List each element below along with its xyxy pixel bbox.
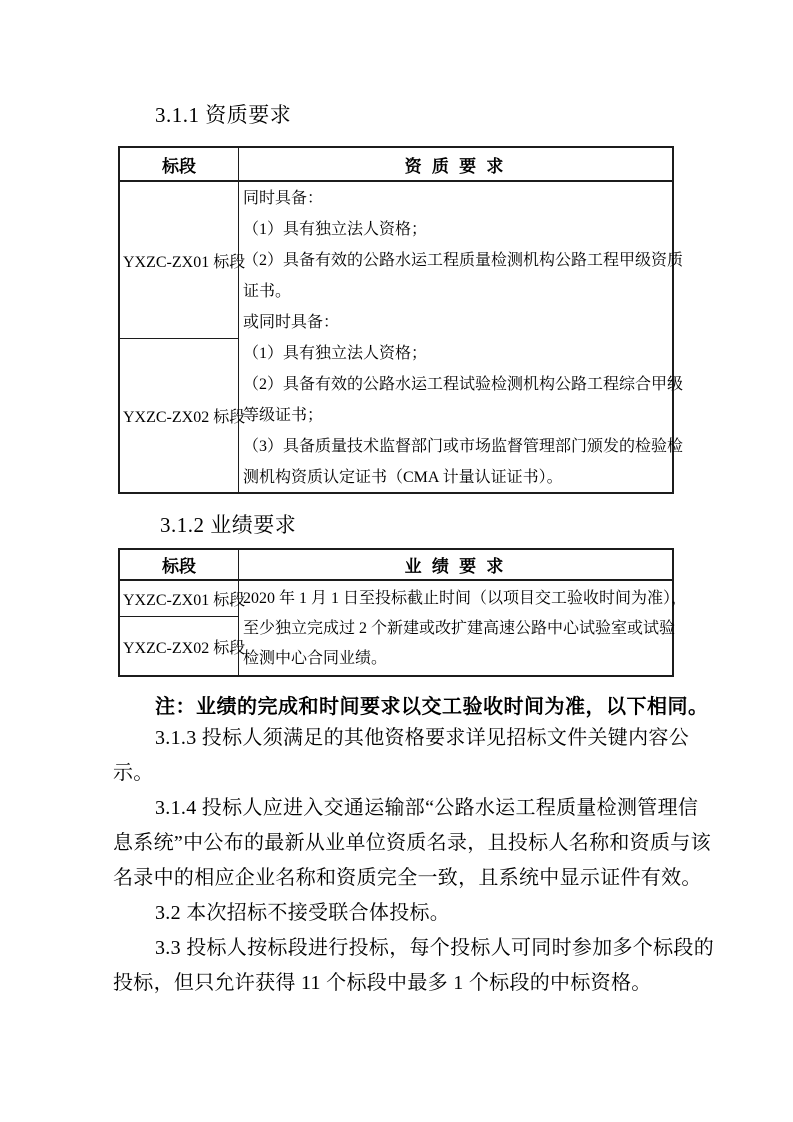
- section-label-zx01: YXZC-ZX01 标段: [120, 182, 238, 339]
- section-label-zx02: YXZC-ZX02 标段: [123, 639, 246, 657]
- requirement-line: 等级证书；: [243, 407, 324, 424]
- paragraph-3-3-line: 3.3 投标人按标段进行投标，每个投标人可同时参加多个标段的: [155, 937, 714, 959]
- requirement-line: （3）具备质量技术监督部门或市场监督管理部门颁发的检验检: [243, 438, 684, 455]
- paragraph-3-1-4-line: 名录中的相应企业名称和资质完全一致，且系统中显示证件有效。: [113, 867, 702, 889]
- requirement-line: （1）具有独立法人资格；: [243, 221, 428, 238]
- performance-note: 注：业绩的完成和时间要求以交工验收时间为准，以下相同。: [155, 696, 709, 718]
- section-label-zx02: YXZC-ZX02 标段: [123, 409, 246, 426]
- qualification-table: [118, 146, 684, 494]
- paragraph-3-1-4-line: 息系统”中公布的最新从业单位资质名录，且投标人名称和资质与该: [113, 832, 711, 854]
- qualification-requirements-cell: [239, 182, 685, 492]
- performance-table-header-requirement: 业 绩 要 求: [404, 557, 507, 576]
- performance-table: [118, 548, 688, 677]
- requirement-line: 检测中心合同业绩。: [243, 650, 388, 667]
- qualification-table-section-column: [120, 182, 246, 492]
- requirement-line: 同时具备：: [243, 190, 324, 207]
- performance-requirements-cell: [239, 581, 689, 675]
- requirement-line: 至少独立完成过 2 个新建或改扩建高速公路中心试验室或试验: [243, 620, 676, 637]
- requirement-line: （2）具备有效的公路水运工程质量检测机构公路工程甲级资质: [243, 252, 684, 269]
- paragraph-3-3-line: 投标，但只允许获得 11 个标段中最多 1 个标段的中标资格。: [113, 972, 652, 994]
- requirement-line: 测机构资质认定证书（CMA 计量认证证书）。: [243, 469, 563, 486]
- qualification-table-body: [120, 182, 684, 492]
- qualification-table-header-row: [120, 148, 672, 182]
- requirement-line: （1）具有独立法人资格；: [243, 345, 428, 362]
- performance-table-header-row: [120, 550, 672, 581]
- section-label-zx01: YXZC-ZX01 标段: [120, 581, 238, 617]
- body-text: [113, 721, 714, 1001]
- requirement-line: 2020 年 1 月 1 日至投标截止时间（以项目交工验收时间为准），: [243, 590, 688, 607]
- requirement-line: 证书。: [243, 283, 292, 300]
- paragraph-3-1-3-line: 3.1.3 投标人须满足的其他资格要求详见招标文件关键内容公: [155, 727, 689, 749]
- requirement-line: （2）具备有效的公路水运工程试验检测机构公路工程综合甲级: [243, 376, 684, 393]
- qualification-table-header-section: 标段: [120, 148, 239, 180]
- paragraph-3-1-3-line: 示。: [113, 762, 154, 784]
- section-heading-3-1-1: 3.1.1 资质要求: [155, 103, 292, 127]
- performance-table-body: [120, 581, 688, 675]
- qualification-table-header-requirement: 资 质 要 求: [404, 156, 507, 176]
- section-heading-3-1-2: 3.1.2 业绩要求: [160, 513, 297, 537]
- performance-table-section-column: [120, 581, 246, 675]
- paragraph-3-2-line: 3.2 本次招标不接受联合体投标。: [155, 902, 451, 924]
- requirement-line: 或同时具备：: [243, 314, 340, 331]
- performance-table-header-section: 标段: [120, 550, 239, 579]
- paragraph-3-1-4-line: 3.1.4 投标人应进入交通运输部“公路水运工程质量检测管理信: [155, 797, 699, 819]
